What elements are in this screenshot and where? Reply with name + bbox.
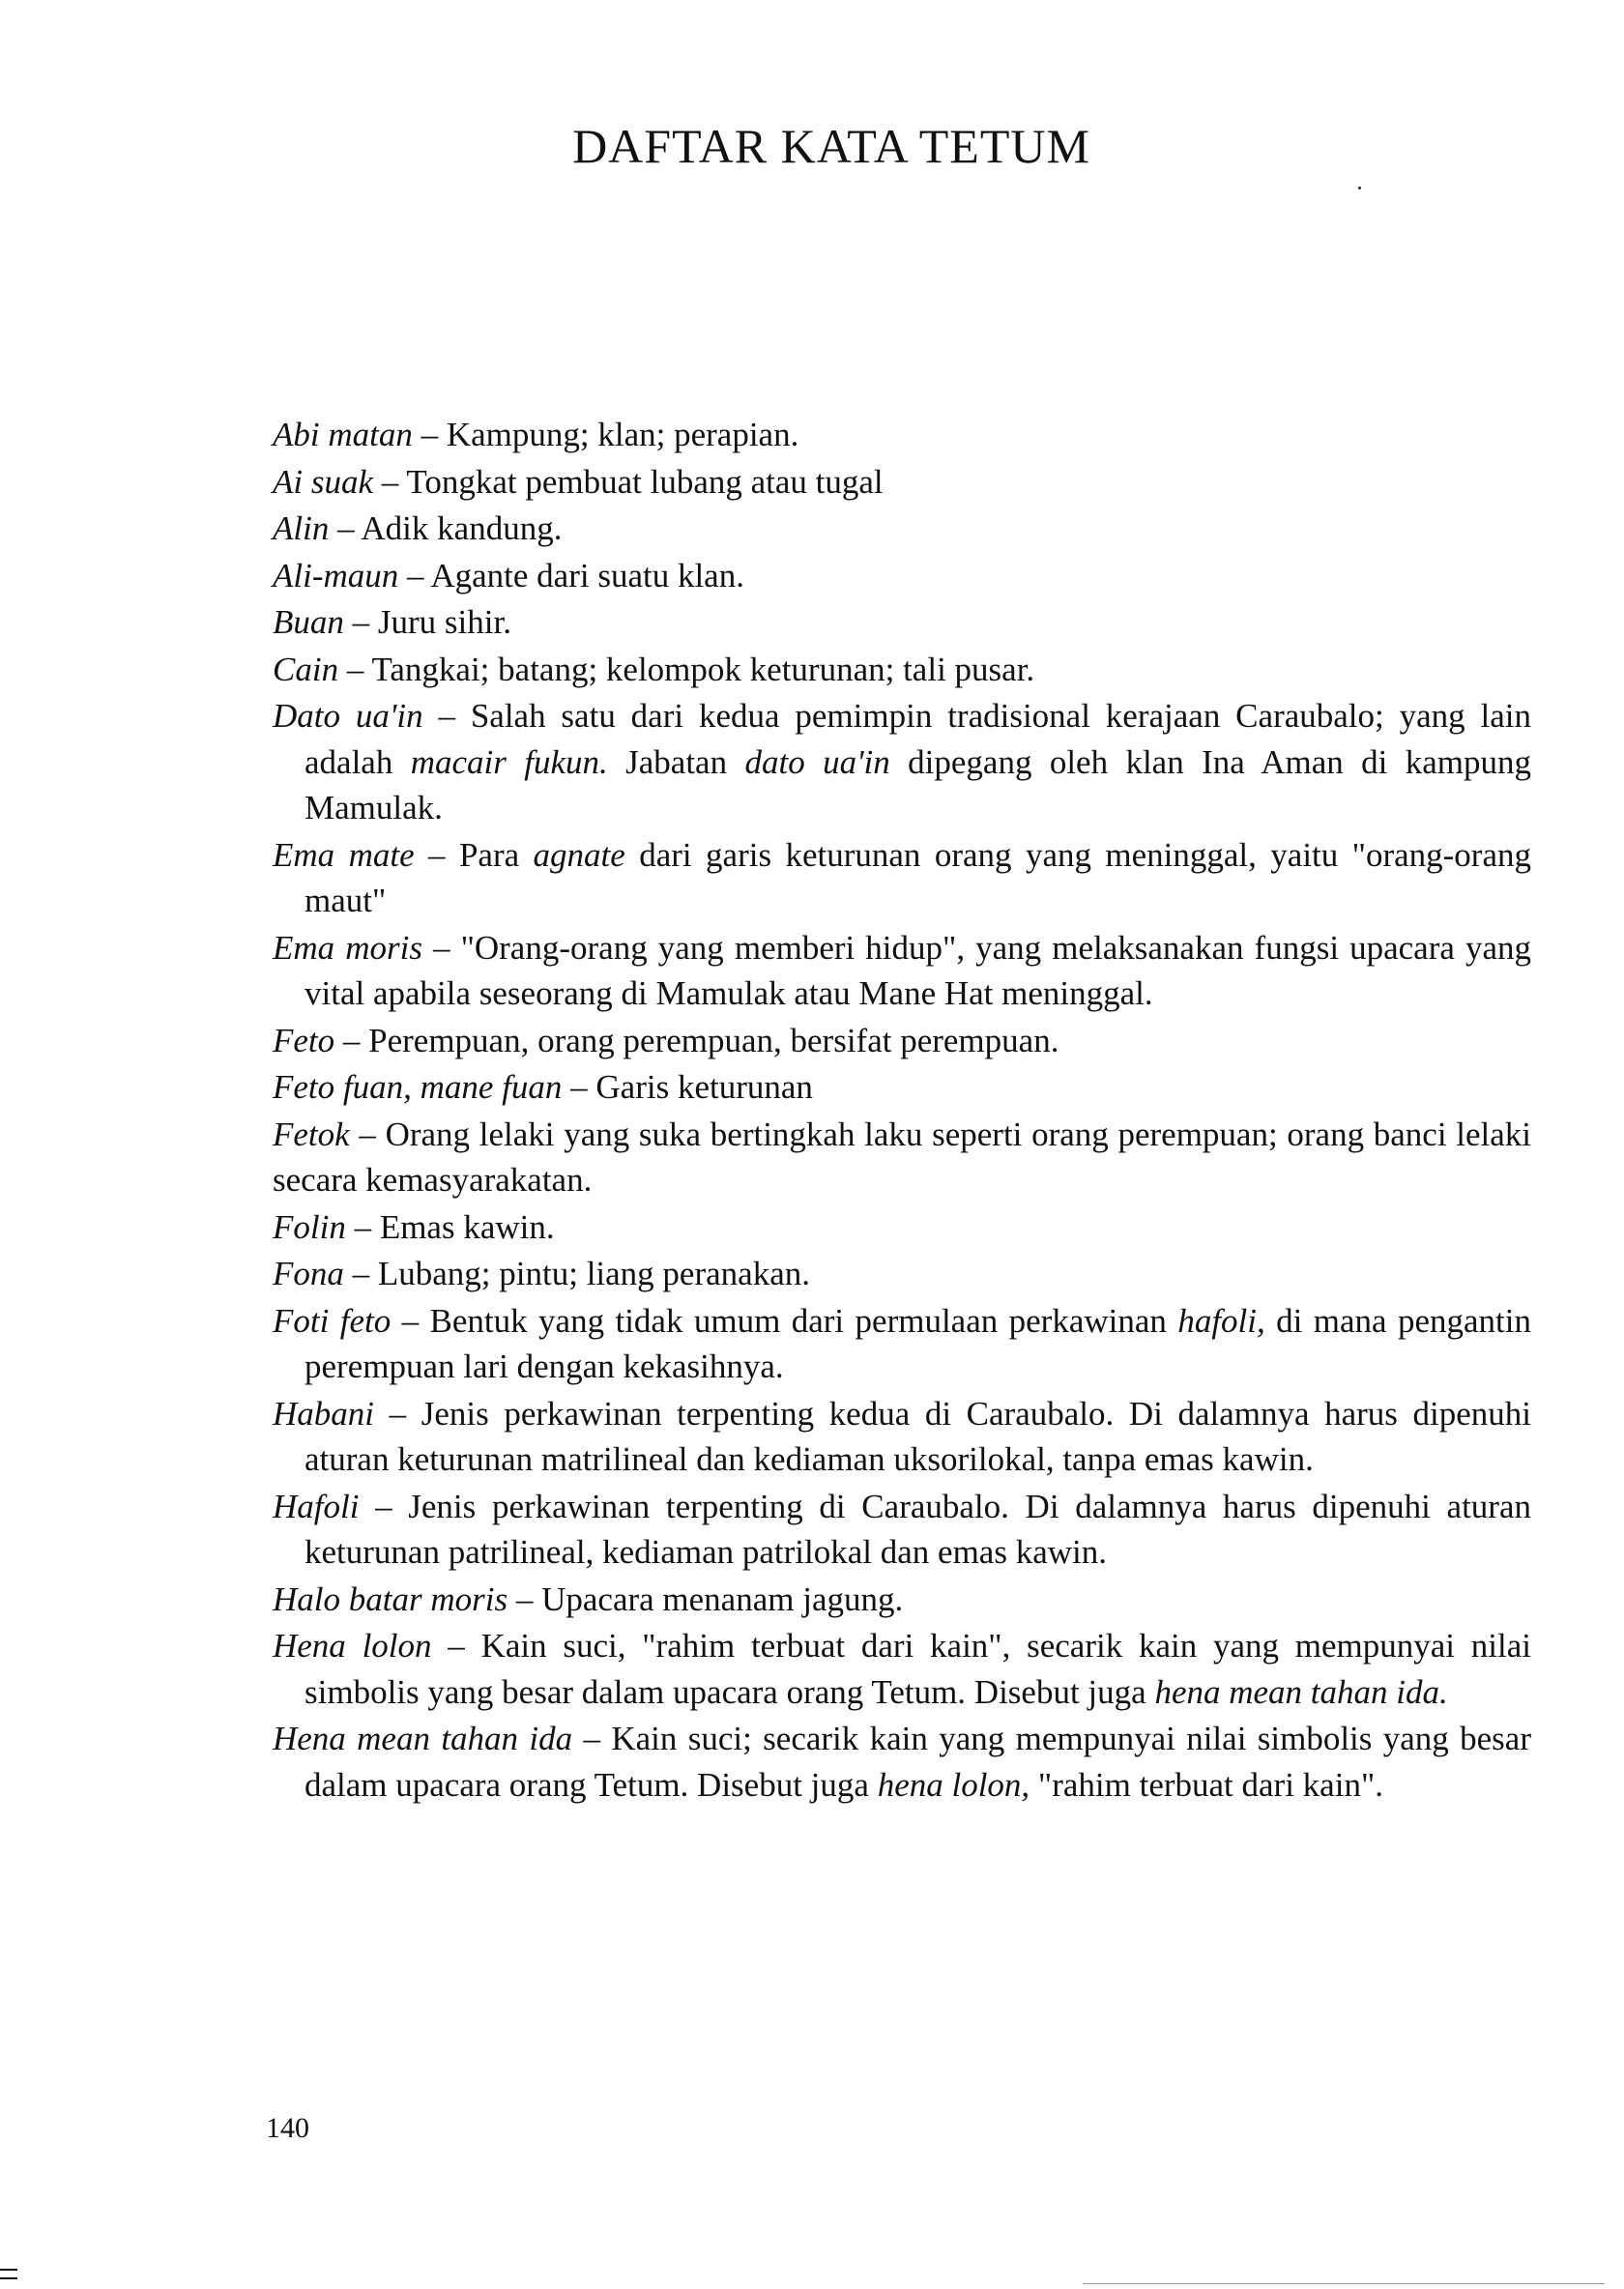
entry-separator: – xyxy=(329,509,362,547)
entry-term: Abi matan xyxy=(273,416,413,453)
entry-italic-term: hena mean tahan ida. xyxy=(1154,1672,1448,1711)
entry-definition: di mana pengantin perempuan lari dengan kekasihnya. xyxy=(304,1301,1531,1385)
print-speck xyxy=(1358,187,1361,189)
glossary-entry xyxy=(273,1204,1531,1251)
entry-separator: – xyxy=(508,1579,542,1618)
entry-definition: Salah satu dari kedua pemimpin tradisional kerajaan Caraubalo; yang lain adalah xyxy=(304,697,1531,781)
entry-term: Ema moris xyxy=(273,928,422,967)
entry-separator: – xyxy=(343,603,378,641)
entry-definition: Jenis perkawinan terpenting di Caraubalo. Di dalamnya harus dipenuhi aturan keturunan patrilineal, kediaman patrilokal dan emas kawin. xyxy=(304,1487,1531,1571)
entry-term: Ali-maun xyxy=(273,556,399,594)
entry-definition: Agante dari suatu klan. xyxy=(430,556,744,594)
entry-term: Fetok xyxy=(273,1115,350,1153)
entry-definition: Emas kawin. xyxy=(379,1207,555,1246)
entry-definition: Juru sihir. xyxy=(377,603,511,641)
glossary-entry xyxy=(273,1251,1531,1297)
entry-separator: – xyxy=(345,1207,380,1246)
glossary-entry xyxy=(273,925,1531,1017)
entry-separator: – xyxy=(412,416,447,453)
glossary-entry xyxy=(273,1298,1531,1390)
entry-term: Halo batar moris xyxy=(273,1579,508,1618)
glossary-entry xyxy=(273,1391,1531,1483)
glossary-entry xyxy=(273,553,1531,599)
entry-definition: Orang lelaki yang suka bertingkah laku seperti orang perempuan; orang banci lelaki secara kemasyarakatan. xyxy=(273,1115,1532,1199)
entry-definition: Bentuk yang tidak umum dari permulaan perkawinan xyxy=(429,1301,1178,1340)
entry-italic-term: macair fukun. xyxy=(410,742,608,781)
entry-italic-term: dato ua'in xyxy=(744,742,890,781)
page-number: 140 xyxy=(266,2112,309,2144)
entry-separator: – xyxy=(359,1487,409,1525)
entry-separator: – xyxy=(338,650,372,688)
entry-term: Ema mate xyxy=(273,835,415,874)
entry-italic-term: hafoli, xyxy=(1177,1301,1265,1340)
entry-italic-term: agnate xyxy=(533,835,625,874)
entry-definition: Jenis perkawinan terpenting kedua di Caraubalo. Di dalamnya harus dipenuhi aturan keturunan matrilineal dan kediaman uksorilokal, tanpa emas kawin. xyxy=(304,1394,1532,1478)
entry-separator: – xyxy=(431,1627,481,1665)
entry-separator: – xyxy=(373,462,407,501)
entry-definition: dari garis keturunan orang yang meninggal, yaitu "orang-orang maut" xyxy=(304,835,1532,919)
entry-term: Ai suak xyxy=(273,462,374,501)
glossary-entry xyxy=(273,599,1531,646)
glossary-entry xyxy=(273,459,1531,506)
entry-separator: – xyxy=(414,835,459,874)
glossary-entry xyxy=(273,412,1531,458)
glossary-list xyxy=(273,412,1531,1809)
entry-separator: – xyxy=(349,1115,386,1153)
entry-separator: – xyxy=(421,928,461,967)
entry-separator: – xyxy=(334,1021,369,1059)
entry-definition: Adik kandung. xyxy=(361,509,563,547)
entry-definition: Para xyxy=(458,835,534,874)
entry-term: Feto fuan, mane fuan xyxy=(273,1068,563,1106)
glossary-entry xyxy=(273,1484,1531,1576)
entry-definition: Kampung; klan; perapian. xyxy=(446,416,799,453)
entry-term: Hena mean tahan ida xyxy=(273,1720,573,1757)
glossary-entry xyxy=(273,647,1531,693)
entry-term: Dato ua'in xyxy=(273,697,423,735)
entry-definition: Upacara menanam jagung. xyxy=(541,1579,904,1618)
entry-definition: "rahim terbuat dari kain". xyxy=(1030,1765,1383,1804)
entry-term: Folin xyxy=(273,1207,346,1246)
glossary-entry xyxy=(273,506,1531,552)
scan-edge-mark xyxy=(0,2277,17,2279)
glossary-entry xyxy=(273,1112,1531,1203)
scan-edge-mark xyxy=(0,2269,17,2271)
entry-separator: – xyxy=(572,1720,612,1757)
entry-term: Buan xyxy=(273,603,344,641)
entry-definition: Kain suci, "rahim terbuat dari kain", secarik kain yang mempunyai nilai simbolis yang besar dalam upacara orang Tetum. Disebut juga xyxy=(304,1627,1532,1711)
entry-separator: – xyxy=(391,1301,430,1340)
entry-term: Fona xyxy=(273,1255,344,1292)
glossary-entry xyxy=(273,1623,1531,1715)
entry-definition: Kain suci; secarik kain yang mempunyai nilai simbolis yang besar dalam upacara orang Tetum. Disebut juga xyxy=(304,1720,1531,1804)
page-title: DAFTAR KATA TETUM xyxy=(572,119,1090,173)
entry-term: Hafoli xyxy=(273,1487,360,1525)
entry-term: Foti feto xyxy=(273,1301,392,1340)
entry-term: Feto xyxy=(273,1021,335,1059)
entry-definition: Tangkai; batang; kelompok keturunan; tali pusar. xyxy=(371,650,1035,688)
entry-term: Cain xyxy=(273,650,339,688)
entry-definition: dipegang oleh klan Ina Aman di kampung Mamulak. xyxy=(304,742,1532,826)
entry-separator: – xyxy=(562,1068,596,1106)
entry-separator: – xyxy=(374,1394,421,1433)
glossary-entry xyxy=(273,1018,1531,1064)
glossary-entry xyxy=(273,1064,1531,1111)
entry-definition: "Orang-orang yang memberi hidup", yang melaksanakan fungsi upacara yang vital apabila seseorang di Mamulak atau Mane Hat meninggal. xyxy=(304,928,1531,1012)
glossary-entry xyxy=(273,693,1531,831)
glossary-entry xyxy=(273,1577,1531,1623)
entry-separator: – xyxy=(422,697,471,735)
entry-italic-term: hena lolon, xyxy=(877,1765,1030,1804)
entry-term: Alin xyxy=(273,509,330,547)
entry-term: Hena lolon xyxy=(273,1627,432,1665)
entry-separator: – xyxy=(343,1255,378,1292)
entry-definition: Garis keturunan xyxy=(595,1068,813,1106)
entry-term: Habani xyxy=(273,1394,374,1433)
scan-bottom-rule xyxy=(1083,2283,1605,2284)
entry-definition: Perempuan, orang perempuan, bersifat perempuan. xyxy=(368,1021,1059,1059)
glossary-entry xyxy=(273,1716,1531,1808)
entry-definition: Tongkat pembuat lubang atau tugal xyxy=(406,462,884,501)
entry-separator: – xyxy=(398,556,431,594)
glossary-entry xyxy=(273,832,1531,924)
entry-definition: Lubang; pintu; liang peranakan. xyxy=(377,1255,810,1292)
entry-definition: Jabatan xyxy=(607,742,745,781)
